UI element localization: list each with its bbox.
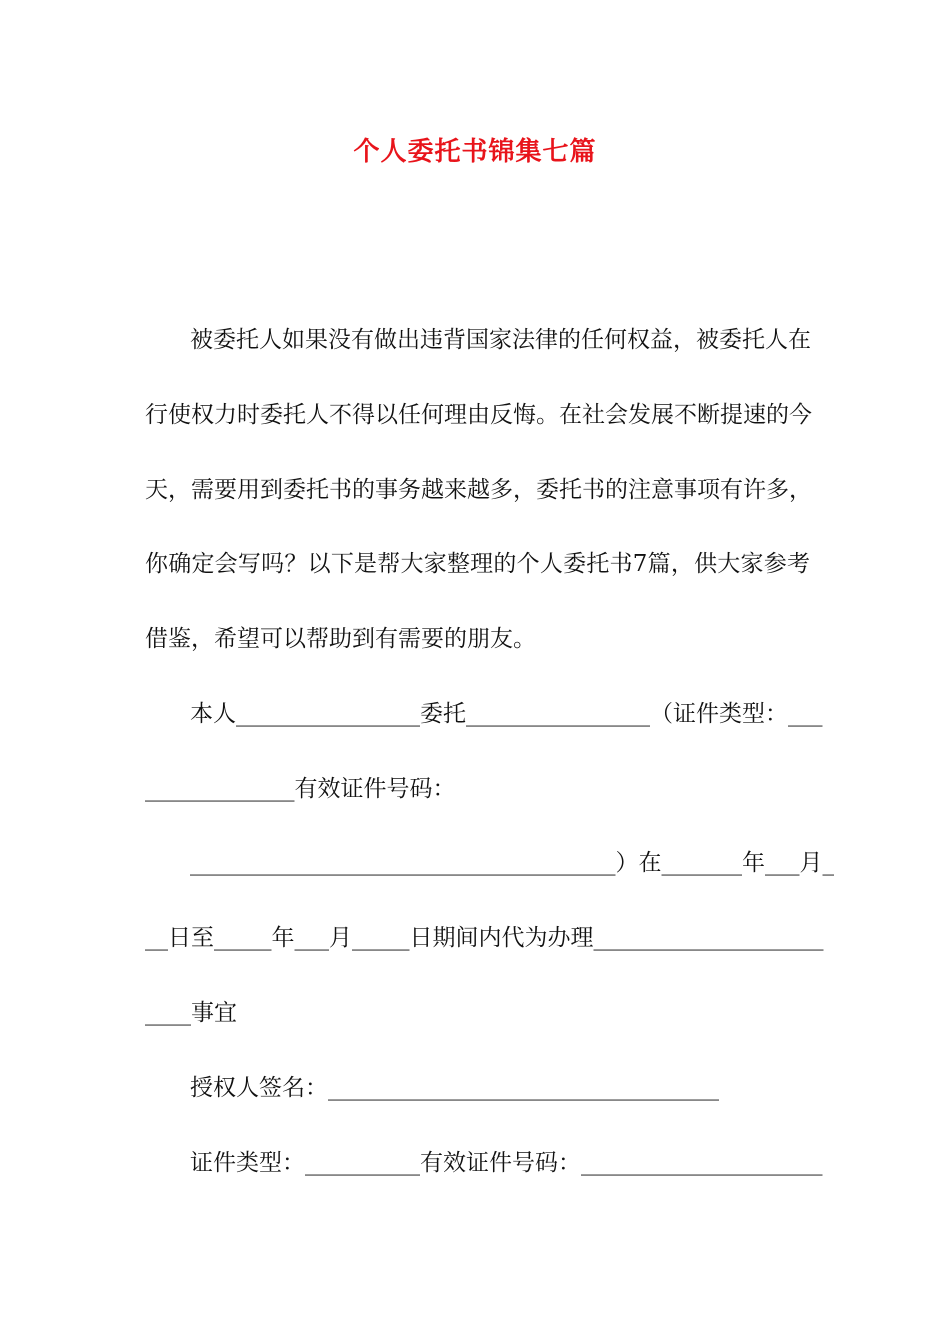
intro-line-4: 你确定会写吗？以下是帮大家整理的个人委托书7篇，供大家参考 bbox=[145, 551, 810, 577]
intro-line-2: 行使权力时委托人不得以任何理由反悔。在社会发展不断提速的今 bbox=[145, 402, 812, 428]
intro-line-3: 天，需要用到委托书的事务越来越多，委托书的注意事项有许多， bbox=[145, 477, 812, 503]
intro-line-1: 被委托人如果没有做出违背国家法律的任何权益，被委托人在 bbox=[190, 327, 811, 353]
form-line-date-from: _____________________________________）在_______年___月_ bbox=[190, 850, 834, 876]
form-line-signature: 授权人签名：__________________________________ bbox=[190, 1075, 719, 1101]
form-line-matter: ____事宜 bbox=[145, 1000, 237, 1026]
intro-line-5: 借鉴，希望可以帮助到有需要的朋友。 bbox=[145, 626, 536, 652]
form-line-date-to: __日至_____年___月_____日期间内代为办理____________________ bbox=[145, 925, 824, 951]
form-line-principal: 本人________________委托________________（证件类型：___ bbox=[190, 701, 823, 727]
document-title: 个人委托书锦集七篇 bbox=[353, 137, 597, 167]
form-line-signer-id: 证件类型：__________有效证件号码：_____________________ bbox=[190, 1150, 823, 1176]
form-line-id-number: _____________有效证件号码： bbox=[145, 776, 456, 802]
